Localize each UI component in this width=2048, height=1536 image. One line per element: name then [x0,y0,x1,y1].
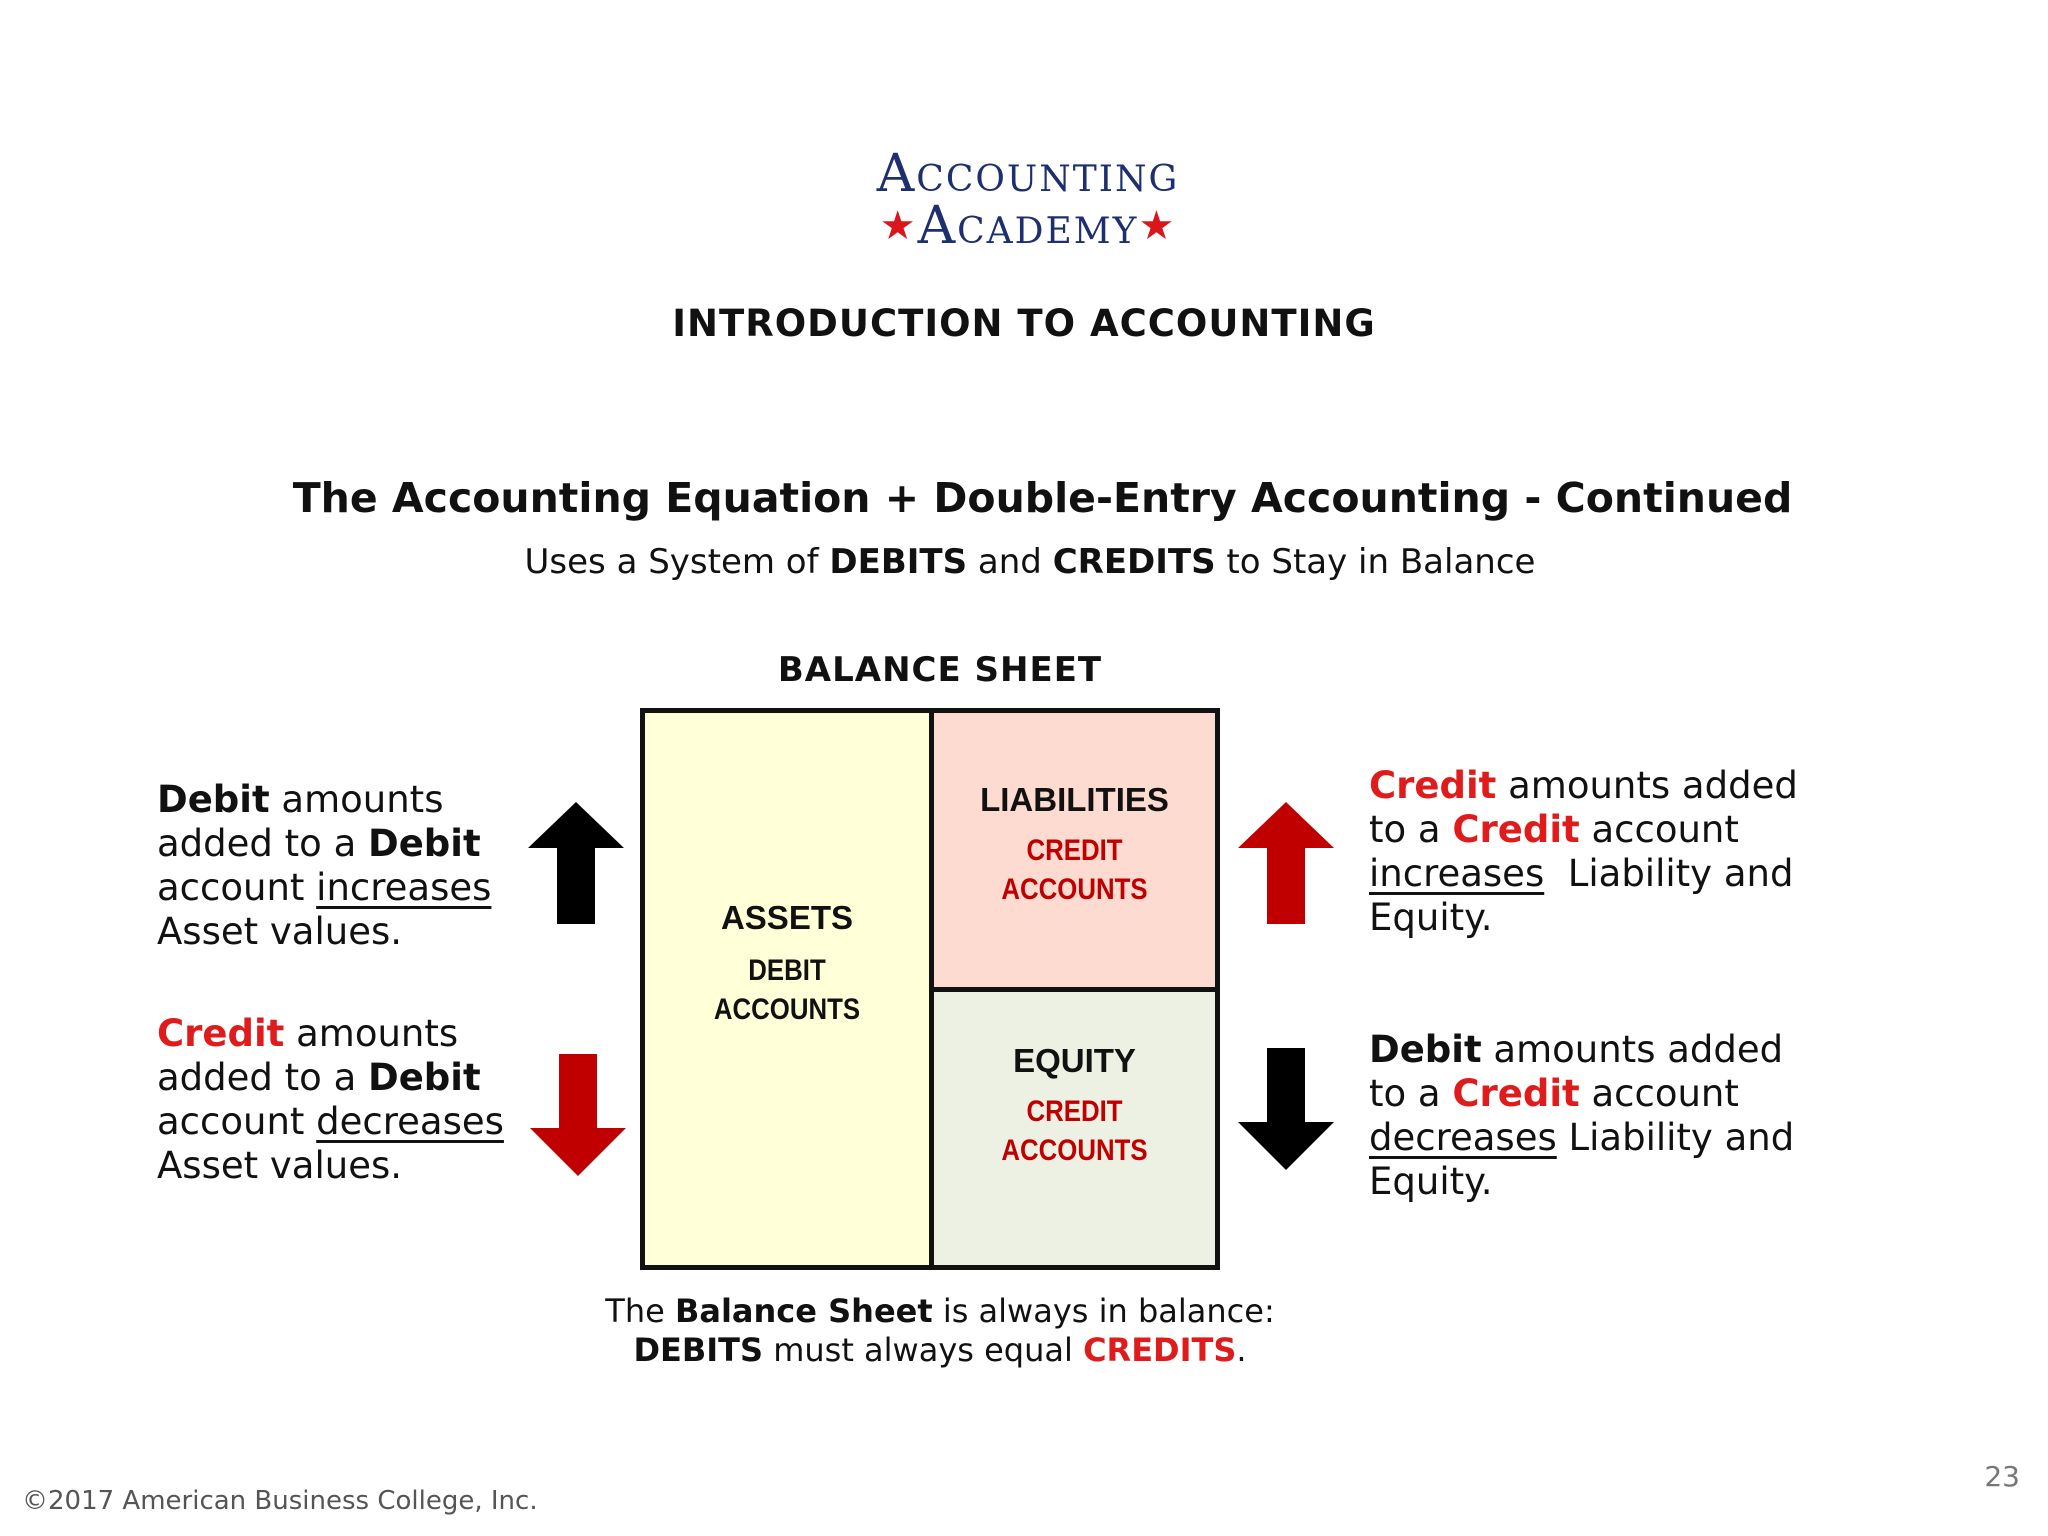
balance-sheet-heading: BALANCE SHEET [777,650,1103,690]
liabilities-title: LIABILITIES [980,781,1169,818]
debits-word: DEBITS [633,1331,764,1369]
text: The [605,1292,675,1330]
text: to a [1369,808,1453,851]
logo-line-2 [838,196,1218,256]
text: must always equal [763,1331,1084,1369]
arrow-up-icon [1238,802,1334,924]
credit-word: Credit [157,1012,285,1055]
text: Equity. [1369,1160,1493,1203]
subtitle-text: Uses a System of [524,542,830,582]
text: added to a [157,1056,368,1099]
credit-increases-liability-text [1369,764,1829,940]
text: to a [1369,1072,1453,1115]
text: account [1579,1072,1739,1115]
page-number: 23 [1984,1460,2020,1493]
debit-word: Debit [368,1056,481,1099]
debit-word: Debit [368,822,481,865]
debit-word: Debit [157,778,270,821]
debit-increases-assets-text [157,778,557,954]
subtitle-credits: CREDITS [1052,542,1216,582]
text: account [1579,808,1739,851]
decreases-word: decreases [1369,1116,1557,1159]
debit-decreases-liability-text [1369,1028,1829,1204]
equity-title: EQUITY [1013,1042,1136,1079]
increases-word: increases [316,866,492,909]
text: amounts [269,778,444,821]
logo-line-1: Accounting [876,144,1180,204]
balance-sheet-diagram [640,708,1220,1270]
accounting-academy-logo [838,144,1218,260]
text: Asset values. [157,910,402,953]
credit-word: Credit [1452,808,1580,851]
debit-word: Debit [1369,1028,1482,1071]
text: amounts added [1481,1028,1784,1071]
credit-word: Credit [1452,1072,1580,1115]
text: . [1236,1331,1247,1369]
text: added to a [157,822,368,865]
text: Equity. [1369,896,1493,939]
text: amounts [284,1012,459,1055]
text: Liability and [1544,852,1794,895]
text: account [157,1100,317,1143]
copyright-notice: ©2017 American Business College, Inc. [22,1486,538,1516]
credit-decreases-assets-text [157,1012,557,1188]
assets-section [645,713,934,1265]
slide-subtitle [0,542,2048,582]
balance-note [580,1292,1300,1370]
text: is always in balance: [932,1292,1275,1330]
star-icon: ★ [1138,203,1177,249]
arrow-down-icon [1238,1048,1334,1170]
liabilities-accounts-label: ACCOUNTS [1001,873,1148,906]
subtitle-text: to Stay in Balance [1215,542,1536,582]
decreases-word: decreases [316,1100,504,1143]
credit-word: Credit [1369,764,1497,807]
subtitle-debits: DEBITS [829,542,968,582]
subtitle-text: and [967,542,1053,582]
text: account [157,866,317,909]
assets-debit-label: DEBIT [748,954,826,987]
slide-title: The Accounting Equation + Double-Entry Accounting - Continued [292,474,1793,522]
logo-line-2-text: Academy [917,196,1139,256]
balance-sheet-term: Balance Sheet [674,1292,933,1330]
text: amounts added [1496,764,1798,807]
equity-accounts-label: ACCOUNTS [1001,1134,1148,1167]
star-icon: ★ [879,203,918,249]
liabilities-section [934,713,1215,992]
liabilities-credit-label: CREDIT [1026,834,1123,867]
credits-word: CREDITS [1083,1331,1237,1369]
assets-accounts-label: ACCOUNTS [713,993,861,1026]
subject-heading: INTRODUCTION TO ACCOUNTING [672,302,1376,345]
equity-section [934,992,1215,1265]
text: Asset values. [157,1144,402,1187]
text: Liability and [1556,1116,1795,1159]
equity-credit-label: CREDIT [1026,1095,1123,1128]
increases-word: increases [1369,852,1545,895]
assets-title: ASSETS [720,899,854,936]
